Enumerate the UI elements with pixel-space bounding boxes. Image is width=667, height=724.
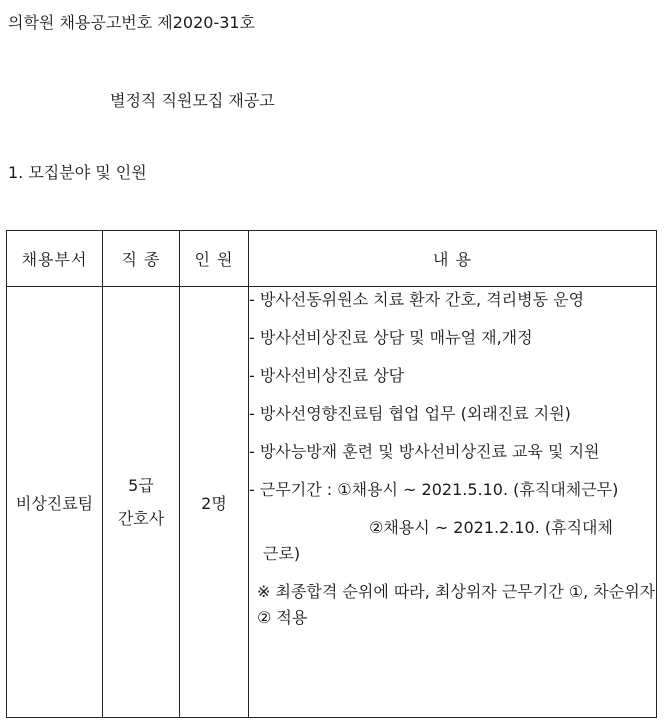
duty-item: - 방사선비상진료 상담	[249, 366, 405, 385]
content-cell	[249, 287, 657, 718]
work-period-2-cont: 근로)	[263, 544, 301, 563]
duty-item: - 방사능방재 훈련 및 방사선비상진료 교육 및 지원	[249, 442, 600, 461]
recruitment-table	[6, 230, 657, 718]
notice-number: 의학원 채용공고번호 제2020-31호	[8, 13, 256, 32]
header-department: 채용부서	[7, 231, 103, 287]
selection-note: ※ 최종합격 순위에 따라, 최상위자 근무기간 ①, 차순위자 ② 적용	[257, 582, 656, 627]
department-name: 비상진료팀	[15, 493, 94, 513]
section-heading: 1. 모집분야 및 인원	[8, 163, 147, 182]
header-headcount: 인 원	[180, 231, 249, 287]
job-title: 간호사	[117, 509, 165, 528]
table-header-row	[7, 231, 657, 287]
duty-item: - 방사선영향진료팀 협업 업무 (외래진료 지원)	[249, 404, 571, 423]
headcount-cell	[180, 287, 249, 718]
department-cell	[7, 287, 103, 718]
work-period-1: - 근무기간 : ①채용시 ~ 2021.5.10. (휴직대체근무)	[249, 480, 619, 499]
notice-title: 별정직 직원모집 재공고	[110, 91, 275, 110]
duty-item: - 방사선비상진료 상담 및 매뉴얼 재,개정	[249, 328, 533, 347]
duty-item: - 방사선동위원소 치료 환자 간호, 격리병동 운영	[249, 290, 585, 309]
table-row	[7, 287, 657, 718]
job-grade: 5급	[128, 476, 154, 495]
header-job-type: 직 종	[103, 231, 180, 287]
work-period-2: ②채용시 ~ 2021.2.10. (휴직대체	[369, 518, 613, 537]
job-type-cell	[103, 287, 180, 718]
header-content: 내 용	[249, 231, 657, 287]
headcount-value: 2명	[201, 493, 227, 513]
